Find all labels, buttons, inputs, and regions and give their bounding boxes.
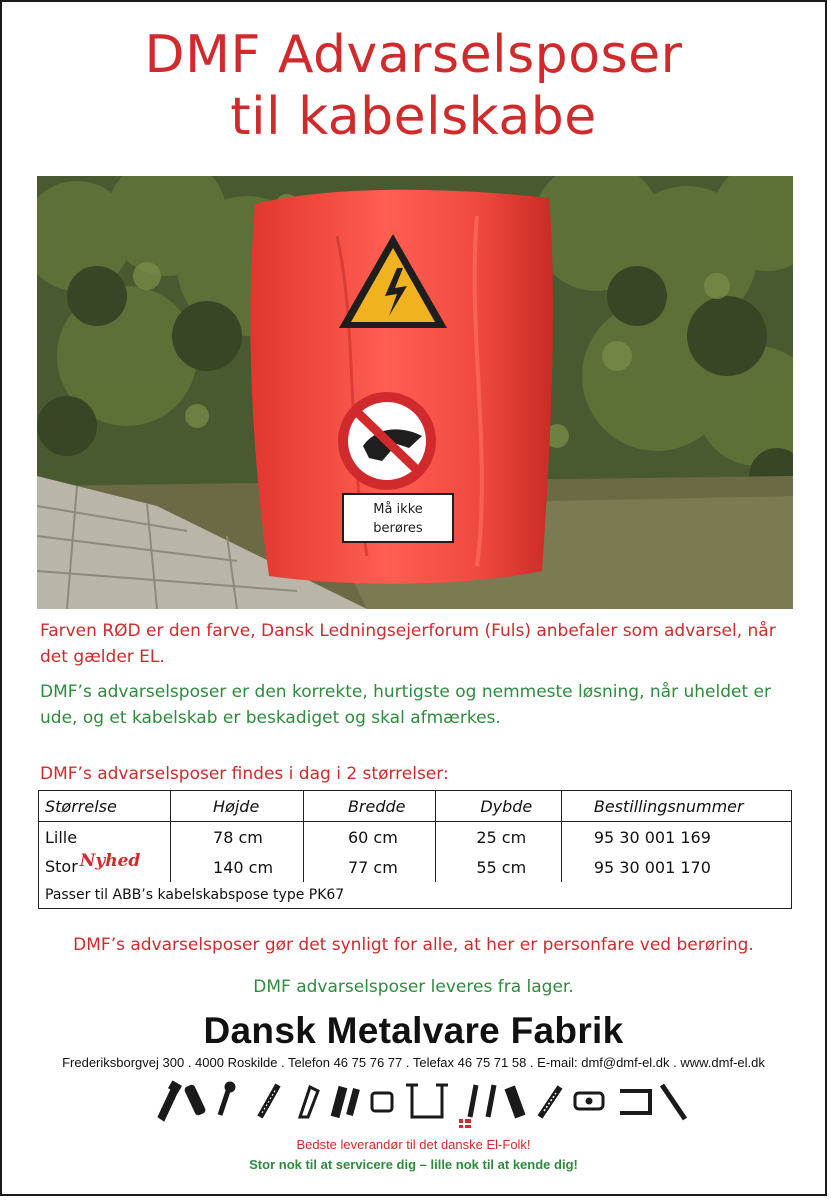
bolt-icon [470, 1085, 494, 1117]
header-stoerrelse: Størrelse [45, 796, 117, 816]
cell-height: 140 cm [171, 852, 304, 882]
fuse-icon [505, 1086, 525, 1118]
company-name: Dansk Metalvare Fabrik [203, 1010, 624, 1051]
table-note: Passer til ABB’s kabelskabspose type PK67 [45, 887, 345, 903]
paragraph-synligt: DMF’s advarselsposer gør det synligt for alle, at her er personfare ved berøring. [73, 935, 754, 955]
terminal-icon [331, 1086, 359, 1117]
product-photo [37, 176, 793, 609]
paragraph-loesning: DMF’s advarselsposer er den korrekte, hurtigste og nemmeste løsning, når uheldet er ude, og et kabelskab er beskadiget og skal afmærkes. [40, 682, 771, 728]
clamp-icon [620, 1091, 650, 1113]
paragraph-stoerrelser-intro: DMF’s advarselsposer findes i dag i 2 størrelser: [40, 764, 449, 784]
table-row [39, 822, 792, 853]
sign-text-line-2: berøres [373, 521, 423, 536]
cell-order-number: 95 30 001 169 [561, 822, 791, 853]
connector-icon [184, 1084, 206, 1115]
header-bestillingsnummer: Bestillingsnummer [561, 791, 791, 822]
title-line-1: DMF Advarselsposer [144, 25, 683, 85]
company-address: Frederiksborgvej 300 . 4000 Roskilde . Telefon 46 75 76 77 . Telefax 46 75 71 58 . E-mail: dmf@dmf-el.dk . www.dmf-el.dk [62, 1055, 765, 1070]
screw-icon [260, 1085, 278, 1117]
screwdriver-icon [662, 1085, 685, 1119]
paragraph-farve: Farven RØD er den farve, Dansk Ledningsejerforum (Fuls) anbefaler som advarsel, når det gælder EL. [40, 621, 776, 667]
cell-depth: 55 cm [436, 852, 562, 882]
box-connector-icon [372, 1093, 392, 1111]
table-row [39, 852, 792, 882]
cell-size: Lille [45, 827, 78, 847]
danish-flag-icon [459, 1119, 471, 1128]
sign-text-line-1: Må ikke [373, 502, 423, 517]
pliers-icon [158, 1081, 181, 1121]
page-title [2, 24, 825, 148]
table-note-row [39, 882, 792, 909]
tools-icon-row [150, 1077, 690, 1125]
cell-width: 60 cm [303, 822, 435, 853]
header-dybde: Dybde [436, 791, 562, 822]
splice-icon [575, 1093, 603, 1109]
new-badge: Nyhed [79, 851, 141, 871]
cell-depth: 25 cm [436, 822, 562, 853]
sizes-table [38, 790, 792, 909]
paragraph-lager: DMF advarselsposer leveres fra lager. [253, 977, 574, 997]
strap-icon [540, 1087, 560, 1117]
cell-width: 77 cm [303, 852, 435, 882]
clip-icon [300, 1087, 318, 1117]
title-line-2: til kabelskabe [230, 87, 597, 147]
warning-bag-illustration [37, 176, 793, 609]
slogan-line-2: Stor nok til at servicere dig – lille nok til at kende dig! [249, 1157, 578, 1172]
slogan-line-1: Bedste leverandør til det danske El-Folk! [296, 1137, 531, 1152]
header-bredde: Bredde [303, 791, 435, 822]
cell-order-number: 95 30 001 170 [561, 852, 791, 882]
table-header-row [39, 791, 792, 822]
header-hoejde: Højde [171, 791, 304, 822]
bracket-icon [406, 1085, 448, 1117]
cell-size-label: Stor [45, 857, 78, 876]
cable-clamp-icon [220, 1082, 235, 1115]
cell-size [39, 852, 171, 882]
cell-height: 78 cm [171, 822, 304, 853]
